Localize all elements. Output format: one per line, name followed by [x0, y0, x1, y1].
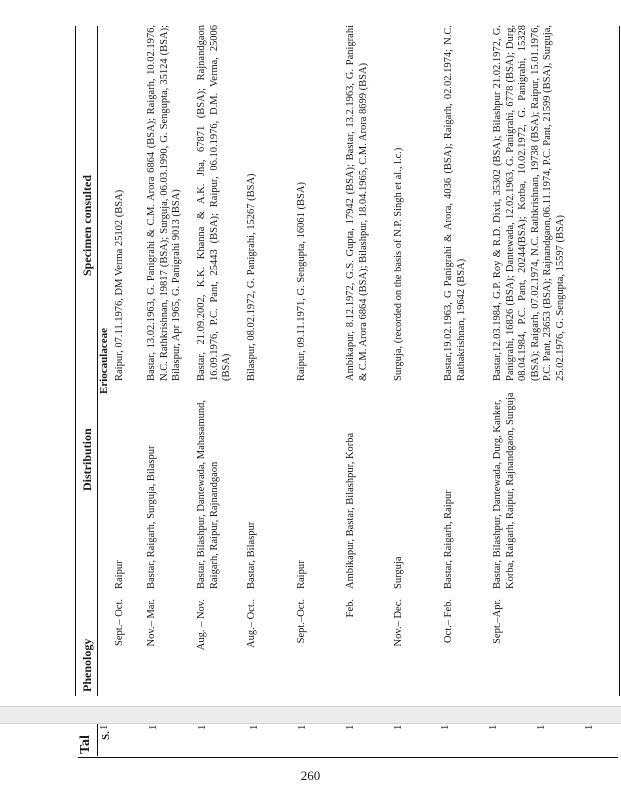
page-number: 260 [300, 768, 321, 783]
row-8-phenology: Oct.– Feb. [443, 599, 454, 644]
sno-mark-10: 1 [536, 724, 547, 730]
row-3-phenology: Aug. – Nov. [196, 599, 207, 651]
row-1-distribution: Raipur [114, 560, 125, 589]
row-3-distribution: Bastar, Bilashpur, Dantewada, Mahasamund, Raigarh, Raipur, Rajnandgaon [196, 400, 220, 589]
row-4-distribution: Bastar, Bilaspur [246, 521, 257, 589]
row-3-specimen: Bastar, 21.09.2002, K.K. Khanna & A.K. Jha, 67871 (BSA); Rajnandgaon 16.09.1976, P.C. Pant, 25443 (BSA); Raipur, 06.10.1976, D.M. Verma, 25006 (BSA) [196, 25, 233, 381]
row-8-distribution: Bastar, Raigarh, Raipur [443, 490, 454, 589]
sno-mark-11: 1 [584, 724, 595, 730]
header-phenology: Phenology [80, 638, 94, 692]
family-heading: Eriocaulaceae [98, 328, 110, 394]
fragment-left-line [78, 757, 618, 758]
sno-mark-7: 1 [393, 724, 404, 730]
row-7-phenology: Nov.– Dec. [393, 599, 404, 647]
row-6-distribution: Ambikapur, Bastar, Bilashpur, Korba [345, 432, 356, 589]
sno-mark-3: 1 [197, 724, 208, 730]
table-top-border [75, 26, 76, 696]
sno-header: S. [100, 731, 112, 740]
sno-mark-9: 1 [488, 724, 499, 730]
row-9-specimen: Bastar,12.03.1984, G.P. Roy & R.D. Dixit, 35302 (BSA); Bilashpur 21.02.1972, G. Panigrahi, 16826 (BSA); Dantewada, 12.02.1963, G. Panigrahi, 6778 (BSA); Durg, 08.04.1984, P.C. Pant, 20244(BSA); Korba, 10.02.1972, G. Panigrahi, 15328 (BSA); Raigarh, 07.02.1974, N.C. Rathkrishnan, 19738 (BSA); Raipur, 15.01.1976, P.C. Pant, 23653 (BSA); Rajnandgaon,06.11.1974, P.C. Pant, 21599 (BSA), Surguja, 25.02.1976, G. Sengupta, 15597 (BSA) [492, 25, 566, 381]
page-gap-strip [0, 706, 621, 724]
row-5-specimen: Raipur, 09.11.1971, G. Sengupta, 16061 (BSA) [296, 182, 307, 381]
sno-mark-5: 1 [297, 724, 308, 730]
row-9-phenology: Sept.–Apr. [492, 599, 503, 644]
row-5-distribution: Raipur [296, 560, 307, 589]
row-1-specimen: Raipur, 07.11.1976, DM Verma 25102 (BSA) [114, 189, 125, 381]
row-4-phenology: Aug.– Oct.. [246, 599, 257, 648]
row-4-specimen: Bilaspur, 08.02.1972, G. Panigrahi, 15267 (BSA) [246, 173, 257, 381]
header-distribution: Distribution [80, 428, 94, 491]
row-7-specimen: Surguja, (recorded on the basis of N.P. Singh et al., l.c.) [393, 147, 404, 381]
row-2-distribution: Bastar, Raigarh, Surguja, Bilaspur [146, 445, 157, 589]
sno-mark-4: 1 [249, 724, 260, 730]
sno-mark-2: 1 [148, 724, 159, 730]
row-5-phenology: Sept.–Oct. [296, 599, 307, 644]
table-bottom-border [619, 26, 620, 696]
table-title-fragment: Tal [78, 735, 93, 754]
row-1-phenology: Sept.– Oct. [114, 599, 125, 646]
row-2-phenology: Nov.– Mar. [146, 599, 157, 647]
row-8-specimen: Bastar,19.02.1963, G Panigrahi & Arora, 4036 (BSA); Raigarh, 02.02.1974; N.C. Rathakrishnan, 19642 (BSA) [443, 25, 467, 381]
header-specimen: Specimen consulted [80, 174, 94, 276]
sno-mark-8: 1 [440, 724, 451, 730]
sno-mark-6: 1 [345, 724, 356, 730]
row-7-distribution: Surguja [393, 556, 404, 589]
row-2-specimen: Bastar, 13.02.1963, G. Panigrahi & C.M. Arora 6864 (BSA); Raigarh, 10.02.1976, N.C. Rathkrishnan, 19817 (BSA); Surguja, 06.03.1990, G. Sengupta, 35124 (BSA); Bilaspur, Apr 1965, G. Panigrahi 9013 (BSA) [146, 25, 183, 381]
sno-mark-1: 1 [99, 724, 110, 730]
row-9-distribution: Bastar, Bilashpur, Dantewada, Durg, Kanker, Korba, Raigarh, Raipur, Rajnandgaon, Surguja [492, 392, 516, 589]
row-6-phenology: Feb. [345, 599, 356, 618]
row-6-specimen: Ambikapur, 8.12.1972, G.S. Gupta, 17942 (BSA); Bastar, 13.2.1963, G. Panigrahi & C.M. Arora 6864 (BSA); Bilashpur, 18.04.1965, C.M. Arora 8699 (BSA) [345, 25, 369, 381]
